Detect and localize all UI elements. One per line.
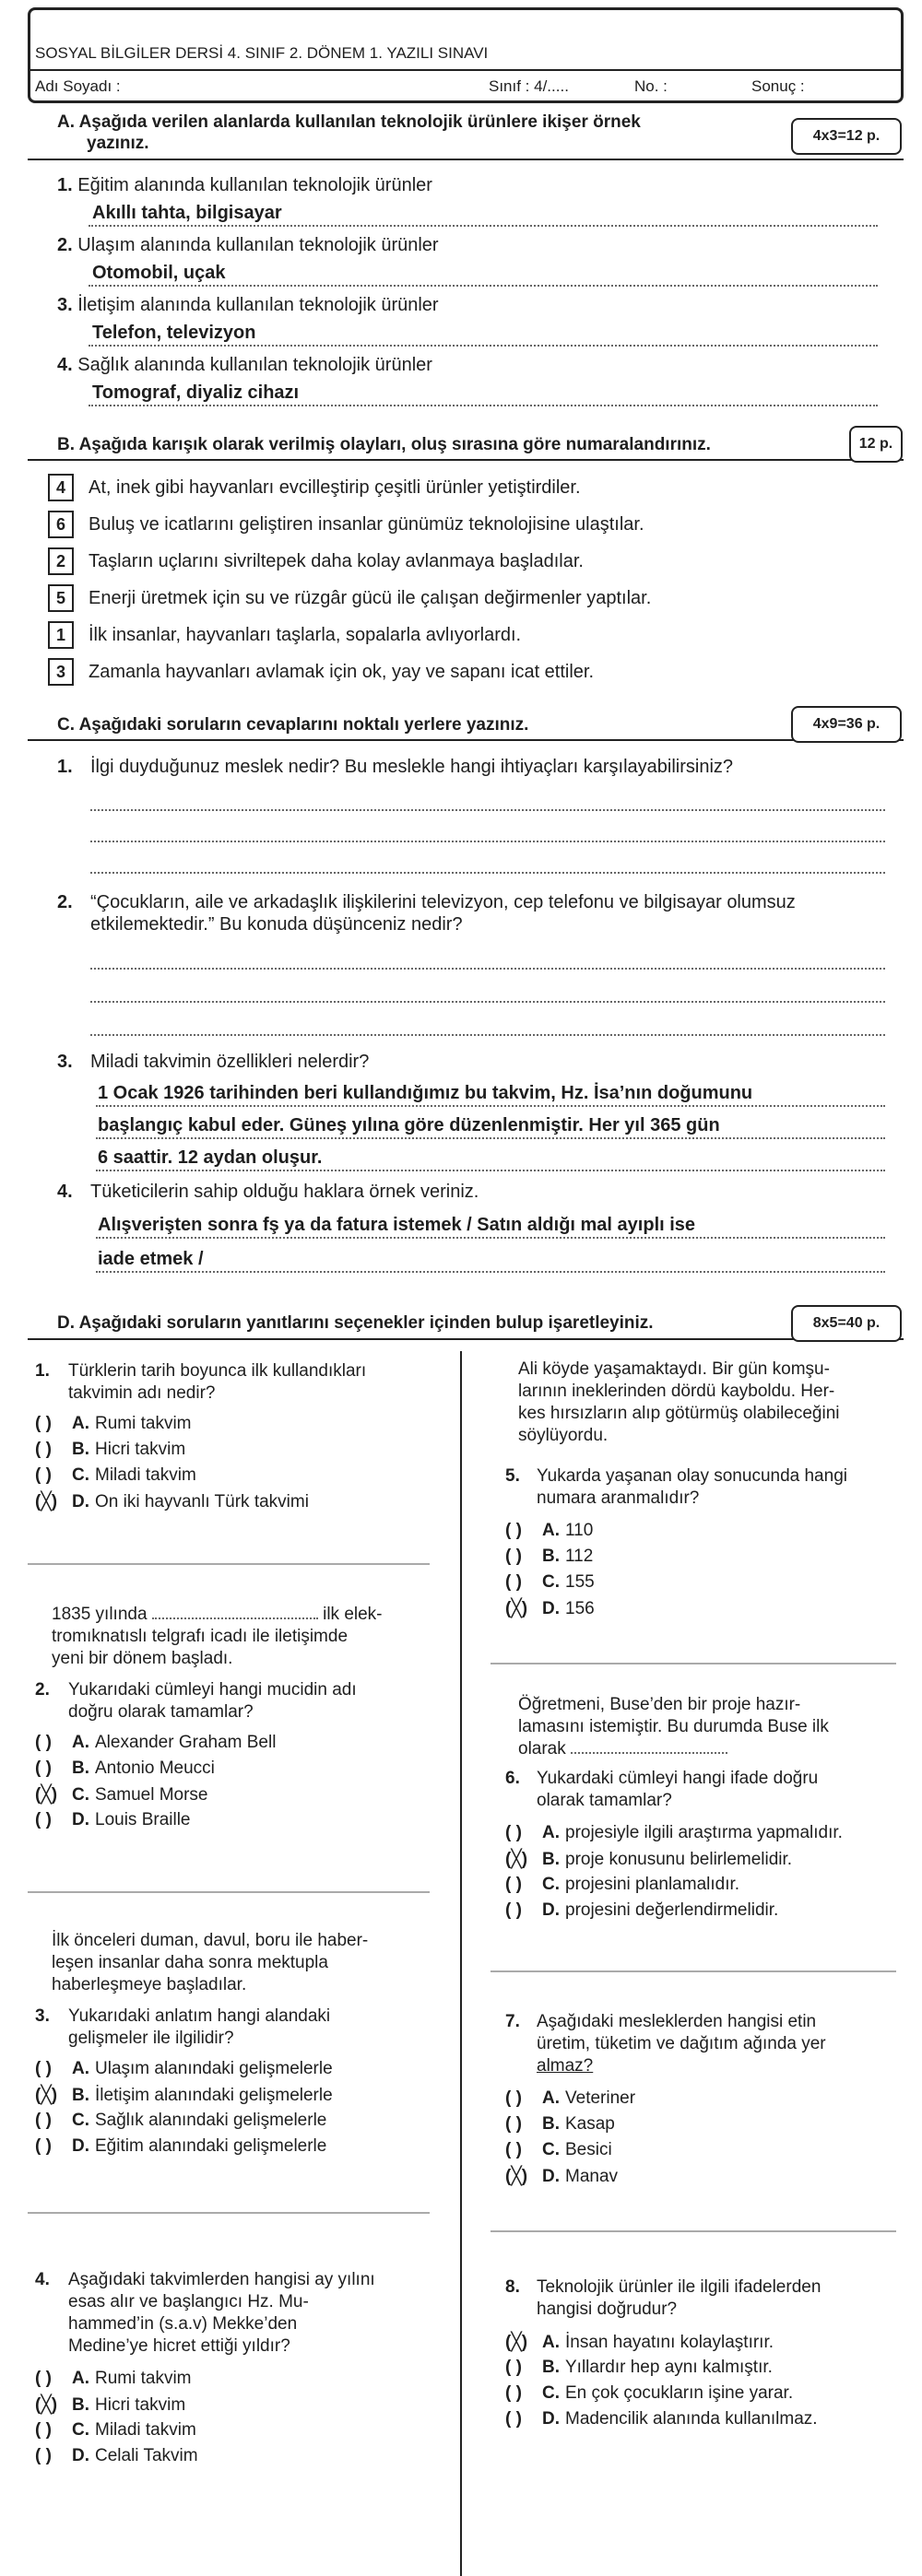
option-text: Sağlık alanındaki gelişmelerle bbox=[95, 2111, 327, 2130]
a-question-number: 4. bbox=[57, 355, 73, 375]
d-question-number: 1. bbox=[35, 1361, 50, 1381]
option-mark[interactable]: ( ) bbox=[505, 2358, 522, 2377]
option-text: İnsan hayatını kolaylaştırır. bbox=[565, 2333, 774, 2352]
d-question-text-cont: numara aranmalıdır? bbox=[537, 1488, 700, 1508]
answer-line bbox=[90, 809, 885, 811]
a-question-number: 3. bbox=[57, 295, 73, 315]
d-stem-text: İlk önceleri duman, davul, boru ile haber- bbox=[52, 1931, 369, 1950]
option-letter: B. bbox=[72, 2395, 89, 2415]
answer-option[interactable] bbox=[35, 2136, 326, 2157]
d-question-text: Teknolojik ürünler ile ilgili ifadelerden bbox=[537, 2277, 822, 2297]
section-c-points: 4x9=36 p. bbox=[791, 706, 902, 743]
option-text: En çok çocukların işine yarar. bbox=[565, 2383, 794, 2403]
event-text: İlk insanlar, hayvanları taşlarla, sopalarla avlıyorlardı. bbox=[89, 625, 522, 645]
section-a-title-cont: yazınız. bbox=[87, 134, 149, 153]
option-text: On iki hayvanlı Türk takvimi bbox=[95, 1492, 309, 1511]
answer-option[interactable] bbox=[505, 1823, 843, 1843]
option-mark[interactable]: ( ) bbox=[35, 2136, 52, 2156]
option-mark[interactable]: (╳) bbox=[35, 1492, 58, 1511]
option-text: Veteriner bbox=[565, 2088, 636, 2108]
option-mark[interactable]: ( ) bbox=[35, 1759, 52, 1778]
d-stem-text: Ali köyde yaşamaktaydı. Bir gün komşu- bbox=[518, 1359, 830, 1379]
option-mark[interactable]: ( ) bbox=[505, 2383, 522, 2403]
option-mark[interactable]: ( ) bbox=[35, 1414, 52, 1433]
d-question-text-cont: Medine’ye hicret ettiği yıldır? bbox=[68, 2336, 290, 2356]
option-letter: D. bbox=[542, 1599, 560, 1618]
answer-option[interactable] bbox=[35, 2420, 196, 2441]
d-question-text-cont: doğru olarak tamamlar? bbox=[68, 1702, 254, 1722]
c-answer-line-3: 6 saattir. 12 aydan oluşur. bbox=[98, 1147, 323, 1168]
d-stem-text: kes hırsızların alıp götürmüş olabileceğini bbox=[518, 1404, 840, 1423]
option-mark[interactable]: (╳) bbox=[505, 1599, 528, 1618]
answer-option[interactable] bbox=[505, 2114, 615, 2135]
d-question-number: 5. bbox=[505, 1466, 520, 1486]
option-mark[interactable]: ( ) bbox=[505, 1823, 522, 1842]
answer-line bbox=[90, 1001, 885, 1003]
option-letter: A. bbox=[72, 1414, 89, 1433]
section-a-rule bbox=[28, 159, 904, 160]
c-question-number: 2. bbox=[57, 892, 73, 912]
c-question-text: Tüketicilerin sahip olduğu haklara örnek veriniz. bbox=[90, 1182, 479, 1202]
option-letter: C. bbox=[72, 2111, 89, 2130]
option-text: İletişim alanındaki gelişmelerle bbox=[95, 2086, 333, 2105]
order-number-box[interactable]: 2 bbox=[48, 547, 74, 575]
answer-line bbox=[89, 225, 878, 227]
answer-option[interactable] bbox=[35, 2085, 333, 2106]
option-letter: A. bbox=[72, 2369, 89, 2388]
option-mark[interactable]: (╳) bbox=[505, 2167, 528, 2186]
d-question-text-cont: olarak tamamlar? bbox=[537, 1791, 672, 1810]
option-letter: A. bbox=[542, 2333, 560, 2352]
a-answer: Telefon, televizyon bbox=[92, 323, 256, 343]
c-answer-line-1: 1 Ocak 1926 tarihinden beri kullandığımız bu takvim, Hz. İsa’nın doğumunu bbox=[98, 1083, 753, 1103]
d-question-number: 3. bbox=[35, 2006, 50, 2026]
d-stem-text: olarak bbox=[518, 1739, 566, 1759]
answer-option[interactable] bbox=[35, 1414, 192, 1434]
option-letter: A. bbox=[72, 2059, 89, 2078]
option-mark[interactable]: ( ) bbox=[35, 2369, 52, 2388]
option-mark[interactable]: ( ) bbox=[35, 2059, 52, 2078]
answer-option[interactable] bbox=[35, 1440, 185, 1460]
option-mark[interactable]: (╳) bbox=[35, 2395, 58, 2415]
option-mark[interactable]: (╳) bbox=[505, 1850, 528, 1869]
option-letter: D. bbox=[542, 2167, 560, 2186]
option-text: projesiyle ilgili araştırma yapmalıdır. bbox=[565, 1823, 843, 1842]
answer-line bbox=[96, 1137, 885, 1139]
option-text: Eğitim alanındaki gelişmelerle bbox=[95, 2136, 327, 2156]
option-text: Hicri takvim bbox=[95, 1440, 186, 1459]
c-answer-line-2: başlangıç kabul eder. Güneş yılına göre düzenlenmiştir. Her yıl 365 gün bbox=[98, 1115, 720, 1135]
answer-line bbox=[96, 1271, 885, 1273]
answer-option[interactable] bbox=[35, 1491, 309, 1512]
d-question-text-underlined: almaz? bbox=[537, 2056, 594, 2076]
option-text: Louis Braille bbox=[95, 1810, 191, 1829]
option-letter: D. bbox=[72, 2446, 89, 2465]
option-text: 112 bbox=[565, 1547, 594, 1566]
option-text: Ulaşım alanındaki gelişmelerle bbox=[95, 2059, 333, 2078]
option-mark[interactable]: (╳) bbox=[505, 2333, 528, 2352]
answer-option[interactable] bbox=[35, 2059, 333, 2079]
d-stem-text: haberleşmeye başladılar. bbox=[52, 1975, 247, 1994]
d-stem-text: 1835 yılında bbox=[52, 1605, 148, 1624]
a-question-number: 2. bbox=[57, 235, 73, 255]
c-question-number: 1. bbox=[57, 757, 73, 777]
c-question-number: 3. bbox=[57, 1052, 73, 1072]
option-text: Yıllardır hep aynı kalmıştır. bbox=[565, 2358, 773, 2377]
d-stem-text: ilk elek- bbox=[323, 1605, 383, 1624]
option-mark[interactable]: ( ) bbox=[35, 1733, 52, 1752]
answer-option[interactable] bbox=[505, 1849, 792, 1870]
answer-line bbox=[89, 285, 878, 287]
c-question-number: 4. bbox=[57, 1182, 73, 1202]
option-text: Madencilik alanında kullanılmaz. bbox=[565, 2409, 818, 2429]
event-text: Zamanla hayvanları avlamak için ok, yay ve sapanı icat ettiler. bbox=[89, 662, 595, 682]
d-question-number: 8. bbox=[505, 2277, 520, 2297]
d-stem-text: leşen insanlar daha sonra mektupla bbox=[52, 1953, 328, 1972]
option-text: Hicri takvim bbox=[95, 2395, 186, 2415]
d-question-text-cont: esas alır ve başlangıcı Hz. Mu- bbox=[68, 2292, 309, 2311]
question-separator bbox=[28, 1891, 430, 1893]
option-letter: B. bbox=[542, 2358, 560, 2377]
question-separator bbox=[28, 2212, 430, 2214]
d-question-number: 2. bbox=[35, 1680, 50, 1700]
event-text: At, inek gibi hayvanları evcilleştirip çeşitli ürünler yetiştirdiler. bbox=[89, 477, 581, 498]
answer-option[interactable] bbox=[35, 2394, 185, 2416]
answer-option[interactable] bbox=[35, 1759, 215, 1779]
option-text: Miladi takvim bbox=[95, 1465, 196, 1485]
order-number-box[interactable]: 4 bbox=[48, 474, 74, 501]
a-question-text: Ulaşım alanında kullanılan teknolojik ürünler bbox=[77, 235, 439, 255]
option-mark[interactable]: ( ) bbox=[505, 1875, 522, 1894]
answer-option[interactable] bbox=[505, 2088, 635, 2109]
answer-line bbox=[90, 1034, 885, 1036]
option-mark[interactable]: ( ) bbox=[505, 1521, 522, 1540]
order-number-box[interactable]: 6 bbox=[48, 511, 74, 538]
answer-option[interactable] bbox=[505, 2358, 773, 2378]
section-b-points: 12 p. bbox=[849, 426, 903, 463]
option-mark[interactable]: ( ) bbox=[35, 2446, 52, 2465]
section-d-points: 8x5=40 p. bbox=[791, 1305, 902, 1342]
option-mark[interactable]: ( ) bbox=[35, 2420, 52, 2440]
option-letter: D. bbox=[72, 2136, 89, 2156]
result-field-label: Sonuç : bbox=[751, 77, 805, 95]
answer-line bbox=[96, 1237, 885, 1239]
c-question-text: Miladi takvimin özellikleri nelerdir? bbox=[90, 1052, 370, 1072]
answer-option[interactable] bbox=[505, 2140, 612, 2160]
d-stem-text: Öğretmeni, Buse’den bir proje hazır- bbox=[518, 1695, 801, 1714]
question-separator bbox=[28, 1563, 430, 1565]
option-text: Besici bbox=[565, 2140, 612, 2159]
option-text: Manav bbox=[565, 2167, 619, 2186]
answer-option[interactable] bbox=[35, 1810, 191, 1830]
c-question-text-cont: etkilemektedir.” Bu konuda düşünceniz nedir? bbox=[90, 914, 463, 935]
option-text: projesini planlamalıdır. bbox=[565, 1875, 740, 1894]
option-mark[interactable]: ( ) bbox=[505, 1900, 522, 1920]
order-number-box[interactable]: 5 bbox=[48, 584, 74, 612]
option-letter: C. bbox=[72, 1785, 89, 1805]
option-letter: C. bbox=[542, 1572, 560, 1592]
option-letter: C. bbox=[542, 1875, 560, 1894]
section-c-rule bbox=[28, 739, 904, 741]
d-question-number: 6. bbox=[505, 1769, 520, 1788]
option-letter: B. bbox=[72, 2086, 89, 2105]
option-text: Celali Takvim bbox=[95, 2446, 198, 2465]
d-question-text: Türklerin tarih boyunca ilk kullandıkları bbox=[68, 1361, 367, 1381]
d-question-text-cont: takvimin adı nedir? bbox=[68, 1383, 216, 1403]
d-question-text: Yukarıdaki anlatım hangi alandaki bbox=[68, 2006, 331, 2026]
option-mark[interactable]: (╳) bbox=[35, 1785, 58, 1805]
option-mark[interactable]: ( ) bbox=[35, 2111, 52, 2130]
order-number-box[interactable]: 3 bbox=[48, 658, 74, 686]
c-question-text: “Çocukların, aile ve arkadaşlık ilişkilerini televizyon, cep telefonu ve bilgisayar olumsuz bbox=[90, 892, 796, 912]
name-field-label: Adı Soyadı : bbox=[35, 77, 121, 95]
a-question-number: 1. bbox=[57, 175, 73, 195]
d-stem-text: larının ineklerinden dördü kayboldu. Her- bbox=[518, 1382, 835, 1401]
question-separator bbox=[491, 1663, 896, 1664]
answer-option[interactable] bbox=[505, 1875, 739, 1895]
a-question-text: Eğitim alanında kullanılan teknolojik ürünler bbox=[77, 175, 432, 195]
option-letter: D. bbox=[542, 2409, 560, 2429]
d-question-text: Yukarda yaşanan olay sonucunda hangi bbox=[537, 1466, 847, 1486]
answer-line bbox=[90, 968, 885, 970]
option-text: projesini değerlendirmelidir. bbox=[565, 1900, 779, 1920]
answer-option[interactable] bbox=[505, 1572, 595, 1593]
option-letter: A. bbox=[542, 1823, 560, 1842]
a-question-text: Sağlık alanında kullanılan teknolojik ürünler bbox=[77, 355, 432, 375]
d-question-text: Yukardaki cümleyi hangi ifade doğru bbox=[537, 1769, 819, 1788]
header-divider bbox=[28, 69, 904, 71]
class-field-label: Sınıf : 4/..... bbox=[489, 77, 569, 95]
d-question-text-cont: hammed’in (s.a.v) Mekke’den bbox=[68, 2314, 298, 2334]
option-letter: C. bbox=[72, 2420, 89, 2440]
answer-option[interactable] bbox=[505, 1900, 778, 1921]
option-text: Kasap bbox=[565, 2114, 615, 2134]
a-answer: Akıllı tahta, bilgisayar bbox=[92, 203, 282, 223]
order-number-box[interactable]: 1 bbox=[48, 621, 74, 649]
option-mark[interactable]: ( ) bbox=[505, 2409, 522, 2429]
option-mark[interactable]: ( ) bbox=[35, 1440, 52, 1459]
section-b-rule bbox=[28, 459, 904, 461]
answer-option[interactable] bbox=[505, 1547, 593, 1567]
section-b-title: B. Aşağıda karışık olarak verilmiş olayları, oluş sırasına göre numaralandırınız. bbox=[57, 435, 711, 454]
answer-option[interactable] bbox=[35, 2446, 198, 2466]
event-text: Taşların uçlarını sivriltерek daha kolay avlanmaya başladılar. bbox=[89, 551, 584, 571]
a-answer: Otomobil, uçak bbox=[92, 263, 226, 283]
answer-option[interactable] bbox=[35, 1465, 196, 1486]
d-stem-text: lamasını istemiştir. Bu durumda Buse ilk bbox=[518, 1717, 829, 1736]
option-mark[interactable]: ( ) bbox=[505, 2088, 522, 2108]
option-letter: B. bbox=[542, 1547, 560, 1566]
option-letter: B. bbox=[72, 1759, 89, 1778]
answer-option[interactable] bbox=[505, 2332, 774, 2353]
option-mark[interactable]: ( ) bbox=[35, 1810, 52, 1829]
option-letter: C. bbox=[542, 2383, 560, 2403]
c-answer-line-1: Alışverişten sonra fş ya da fatura istemek / Satın aldığı mal ayıplı ise bbox=[98, 1215, 696, 1235]
option-text: Miladi takvim bbox=[95, 2420, 196, 2440]
option-text: Samuel Morse bbox=[95, 1785, 208, 1805]
option-text: Rumi takvim bbox=[95, 2369, 192, 2388]
d-question-text: Aşağıdaki mesleklerden hangisi etin bbox=[537, 2012, 817, 2031]
answer-option[interactable] bbox=[35, 1733, 276, 1753]
option-text: Alexander Graham Bell bbox=[95, 1733, 277, 1752]
option-mark[interactable]: (╳) bbox=[35, 2086, 58, 2105]
section-c-title: C. Aşağıdaki soruların cevaplarını noktalı yerlere yazınız. bbox=[57, 715, 529, 735]
answer-line bbox=[96, 1170, 885, 1171]
d-question-text: Yukarıdaki cümleyi hangi mucidin adı bbox=[68, 1680, 357, 1700]
option-text: 110 bbox=[565, 1521, 594, 1540]
d-stem-text: yeni bir dönem başladı. bbox=[52, 1649, 233, 1668]
answer-option[interactable] bbox=[35, 2111, 326, 2131]
question-separator bbox=[491, 2230, 896, 2232]
section-a-points: 4x3=12 p. bbox=[791, 118, 902, 155]
option-text: 155 bbox=[565, 1572, 595, 1592]
option-letter: D. bbox=[542, 1900, 560, 1920]
option-letter: B. bbox=[542, 1850, 560, 1869]
event-text: Enerji üretmek için su ve rüzgâr gücü ile çalışan değirmenler yaptılar. bbox=[89, 588, 652, 608]
blank-line bbox=[571, 1752, 727, 1754]
answer-line bbox=[89, 345, 878, 347]
question-separator bbox=[491, 1970, 896, 1972]
event-text: Buluş ve icatlarını geliştiren insanlar günümüz teknolojisine ulaştılar. bbox=[89, 514, 644, 535]
option-letter: D. bbox=[72, 1492, 89, 1511]
answer-line bbox=[90, 872, 885, 874]
a-answer: Tomograf, diyaliz cihazı bbox=[92, 382, 300, 403]
option-letter: A. bbox=[72, 1733, 89, 1752]
d-stem-text: söylüyordu. bbox=[518, 1426, 609, 1445]
d-question-text-cont: gelişmeler ile ilgilidir? bbox=[68, 2029, 234, 2048]
blank-line bbox=[152, 1617, 318, 1619]
option-mark[interactable]: ( ) bbox=[505, 2114, 522, 2134]
option-mark[interactable]: ( ) bbox=[505, 2140, 522, 2159]
answer-option[interactable] bbox=[505, 2383, 793, 2404]
a-question-text: İletişim alanında kullanılan teknolojik ürünler bbox=[77, 295, 439, 315]
exam-title: SOSYAL BİLGİLER DERSİ 4. SINIF 2. DÖNEM 1. YAZILI SINAVI bbox=[35, 44, 489, 62]
answer-option[interactable] bbox=[35, 1784, 208, 1806]
option-letter: C. bbox=[72, 1465, 89, 1485]
d-question-number: 7. bbox=[505, 2012, 520, 2031]
option-letter: B. bbox=[542, 2114, 560, 2134]
d-question-number: 4. bbox=[35, 2270, 50, 2289]
section-a-title: A. Aşağıda verilen alanlarda kullanılan teknolojik ürünlere ikişer örnek bbox=[57, 112, 641, 132]
column-divider bbox=[460, 1351, 462, 2576]
section-d-title: D. Aşağıdaki soruların yanıtlarını seçenekler içinden bulup işaretleyiniz. bbox=[57, 1313, 654, 1333]
answer-option[interactable] bbox=[35, 2369, 192, 2389]
option-mark[interactable]: ( ) bbox=[505, 1547, 522, 1566]
option-letter: A. bbox=[542, 1521, 560, 1540]
answer-option[interactable] bbox=[505, 2166, 618, 2187]
option-mark[interactable]: ( ) bbox=[35, 1465, 52, 1485]
c-answer-line-2: iade etmek / bbox=[98, 1249, 204, 1269]
section-d-rule bbox=[28, 1338, 904, 1340]
answer-line bbox=[96, 1105, 885, 1107]
d-question-text: Aşağıdaki takvimlerden hangisi ay yılını bbox=[68, 2270, 375, 2289]
d-question-text-cont: hangisi doğrudur? bbox=[537, 2300, 678, 2319]
option-text: Antonio Meucci bbox=[95, 1759, 215, 1778]
number-field-label: No. : bbox=[634, 77, 668, 95]
option-text: 156 bbox=[565, 1599, 595, 1618]
d-stem-text: tromıknatıslı telgrafı icadı ile iletişimde bbox=[52, 1627, 349, 1646]
answer-line bbox=[90, 841, 885, 842]
answer-line bbox=[89, 405, 878, 406]
answer-option[interactable] bbox=[505, 1598, 595, 1619]
answer-option[interactable] bbox=[505, 2409, 818, 2429]
option-letter: B. bbox=[72, 1440, 89, 1459]
d-question-text-cont: üretim, tüketim ve dağıtım ağında yer bbox=[537, 2034, 826, 2053]
c-question-text: İlgi duyduğunuz meslek nedir? Bu meslekle hangi ihtiyaçları karşılayabilirsiniz? bbox=[90, 757, 734, 777]
option-text: Rumi takvim bbox=[95, 1414, 192, 1433]
option-mark[interactable]: ( ) bbox=[505, 1572, 522, 1592]
option-letter: D. bbox=[72, 1810, 89, 1829]
option-letter: A. bbox=[542, 2088, 560, 2108]
answer-option[interactable] bbox=[505, 1521, 593, 1541]
option-text: proje konusunu belirlemelidir. bbox=[565, 1850, 793, 1869]
option-letter: C. bbox=[542, 2140, 560, 2159]
